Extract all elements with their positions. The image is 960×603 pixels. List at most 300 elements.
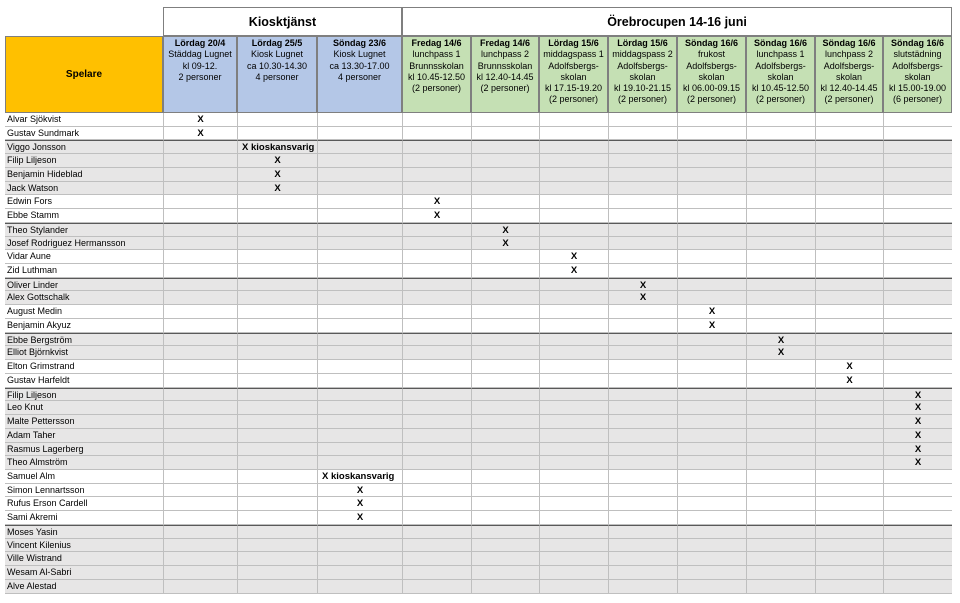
schedule-cell — [815, 511, 883, 525]
schedule-cell — [237, 401, 317, 415]
column-header-line: kl 09-12. — [182, 60, 218, 71]
schedule-cell — [883, 264, 952, 278]
schedule-cell — [677, 552, 746, 566]
schedule-cell — [237, 566, 317, 580]
schedule-cell — [883, 470, 952, 484]
schedule-cell — [402, 346, 471, 360]
schedule-cell — [815, 401, 883, 415]
schedule-cell — [163, 182, 237, 196]
schedule-cell — [471, 360, 539, 374]
schedule-cell — [163, 360, 237, 374]
assignment-mark: X — [237, 168, 317, 182]
schedule-cell — [608, 360, 677, 374]
schedule-cell — [815, 484, 883, 498]
column-header-title: Söndag 23/6 — [332, 38, 386, 48]
schedule-cell — [746, 360, 815, 374]
schedule-cell — [317, 223, 402, 237]
schedule-cell — [746, 264, 815, 278]
schedule-cell — [237, 552, 317, 566]
group-header-kiosk: Kiosktjänst — [163, 7, 402, 36]
column-header-line: Städdag Lugnet — [168, 49, 232, 60]
schedule-cell — [163, 264, 237, 278]
schedule-cell — [677, 443, 746, 457]
schedule-cell — [402, 388, 471, 402]
schedule-cell — [402, 291, 471, 305]
schedule-cell — [746, 511, 815, 525]
column-header-line: skolan — [904, 71, 931, 82]
schedule-cell — [608, 346, 677, 360]
column-header-5 — [471, 36, 539, 113]
schedule-cell — [539, 154, 608, 168]
schedule-cell — [237, 525, 317, 539]
schedule-cell — [402, 443, 471, 457]
schedule-cell — [677, 401, 746, 415]
schedule-cell — [163, 154, 237, 168]
column-header-line: kl 10.45-12.50 — [407, 71, 466, 82]
schedule-cell — [815, 209, 883, 223]
schedule-cell — [402, 511, 471, 525]
column-header-line: Adolfsbergs- — [755, 60, 806, 71]
schedule-cell — [237, 209, 317, 223]
column-header-line: slutstädning — [893, 49, 942, 60]
schedule-cell — [815, 443, 883, 457]
schedule-cell — [746, 415, 815, 429]
column-header-line: (2 personer) — [480, 83, 530, 94]
schedule-cell — [471, 250, 539, 264]
schedule-cell — [471, 456, 539, 470]
column-header-line: lunchpass 1 — [412, 49, 461, 60]
schedule-cell — [471, 484, 539, 498]
column-header-line: skolan — [767, 71, 794, 82]
schedule-cell — [471, 168, 539, 182]
schedule-cell — [471, 264, 539, 278]
schedule-cell — [237, 429, 317, 443]
schedule-cell — [402, 525, 471, 539]
schedule-cell — [402, 168, 471, 182]
schedule-cell — [677, 291, 746, 305]
column-header-line: lunchpass 2 — [480, 49, 530, 60]
schedule-cell — [539, 319, 608, 333]
schedule-cell — [317, 209, 402, 223]
schedule-cell — [237, 539, 317, 553]
schedule-cell — [677, 484, 746, 498]
column-header-line: 2 personer — [178, 71, 222, 82]
assignment-mark: X — [237, 182, 317, 196]
schedule-cell — [883, 237, 952, 251]
column-header-line: (2 personer) — [755, 94, 806, 105]
schedule-cell — [237, 195, 317, 209]
schedule-cell — [677, 264, 746, 278]
schedule-cell — [237, 388, 317, 402]
column-header-title: Söndag 16/6 — [822, 38, 876, 48]
schedule-cell — [746, 319, 815, 333]
schedule-cell — [317, 566, 402, 580]
schedule-cell — [163, 388, 237, 402]
column-header-line: skolan — [560, 71, 587, 82]
schedule-cell — [317, 264, 402, 278]
column-header-line: kl 06.00-09.15 — [682, 83, 741, 94]
column-header-title: Fredag 14/6 — [411, 38, 462, 48]
schedule-cell — [746, 291, 815, 305]
schedule-cell — [317, 154, 402, 168]
player-name: Gustav Sundmark — [5, 127, 163, 141]
player-name: Alvar Sjökvist — [5, 113, 163, 127]
player-name: Samuel Alm — [5, 470, 163, 484]
assignment-mark: X — [883, 401, 952, 415]
schedule-cell — [163, 195, 237, 209]
schedule-cell — [608, 305, 677, 319]
schedule-cell — [539, 401, 608, 415]
schedule-cell — [317, 140, 402, 154]
schedule-cell — [237, 484, 317, 498]
schedule-cell — [608, 525, 677, 539]
column-header-title: Söndag 16/6 — [890, 38, 944, 48]
player-name: Viggo Jonsson — [5, 140, 163, 154]
schedule-cell — [883, 497, 952, 511]
schedule-cell — [883, 291, 952, 305]
schedule-cell — [317, 415, 402, 429]
schedule-cell — [237, 113, 317, 127]
schedule-cell — [471, 333, 539, 347]
player-name: Vincent Kilenius — [5, 539, 163, 553]
schedule-cell — [677, 209, 746, 223]
schedule-cell — [746, 539, 815, 553]
schedule-cell — [746, 552, 815, 566]
schedule-cell — [677, 223, 746, 237]
schedule-cell — [539, 415, 608, 429]
schedule-cell — [677, 415, 746, 429]
column-header-title: Lördag 15/6 — [548, 38, 599, 48]
schedule-cell — [402, 566, 471, 580]
column-header-line: ca 10.30-14.30 — [246, 60, 308, 71]
schedule-cell — [746, 401, 815, 415]
schedule-cell — [237, 319, 317, 333]
schedule-cell — [539, 484, 608, 498]
schedule-cell — [539, 305, 608, 319]
schedule-cell — [746, 140, 815, 154]
schedule-cell — [317, 388, 402, 402]
schedule-cell — [815, 497, 883, 511]
schedule-cell — [317, 360, 402, 374]
column-header-line: frukost — [697, 49, 725, 60]
schedule-cell — [317, 429, 402, 443]
schedule-cell — [883, 305, 952, 319]
schedule-cell — [471, 154, 539, 168]
schedule-cell — [815, 278, 883, 292]
schedule-cell — [815, 223, 883, 237]
schedule-cell — [163, 443, 237, 457]
schedule-cell — [746, 388, 815, 402]
schedule-cell — [237, 374, 317, 388]
schedule-cell — [317, 278, 402, 292]
schedule-cell — [317, 113, 402, 127]
schedule-cell — [539, 429, 608, 443]
schedule-cell — [746, 127, 815, 141]
schedule-cell — [608, 223, 677, 237]
player-name: August Medin — [5, 305, 163, 319]
assignment-mark: X — [539, 264, 608, 278]
schedule-cell — [402, 580, 471, 594]
schedule-cell — [815, 539, 883, 553]
schedule-cell — [883, 278, 952, 292]
schedule-cell — [317, 525, 402, 539]
schedule-cell — [539, 470, 608, 484]
column-header-line: kl 12.40-14.45 — [476, 71, 534, 82]
schedule-cell — [402, 374, 471, 388]
column-header-line: Adolfsbergs- — [823, 60, 875, 71]
schedule-sheet — [5, 7, 952, 603]
schedule-cell — [317, 195, 402, 209]
schedule-cell — [317, 539, 402, 553]
schedule-cell — [237, 333, 317, 347]
schedule-cell — [608, 552, 677, 566]
schedule-cell — [163, 140, 237, 154]
player-name: Ebbe Bergström — [5, 333, 163, 347]
schedule-cell — [746, 154, 815, 168]
assignment-mark: X — [677, 305, 746, 319]
schedule-cell — [677, 154, 746, 168]
player-name: Elton Grimstrand — [5, 360, 163, 374]
column-header-line: middagspass 2 — [612, 49, 673, 60]
schedule-cell — [746, 182, 815, 196]
player-name: Filip Liljeson — [5, 388, 163, 402]
schedule-cell — [539, 195, 608, 209]
schedule-cell — [402, 401, 471, 415]
schedule-cell — [402, 484, 471, 498]
schedule-cell — [317, 250, 402, 264]
player-name: Elliot Björnkvist — [5, 346, 163, 360]
schedule-cell — [608, 264, 677, 278]
schedule-cell — [883, 346, 952, 360]
schedule-cell — [163, 566, 237, 580]
schedule-cell — [746, 374, 815, 388]
assignment-mark: X — [608, 278, 677, 292]
schedule-cell — [815, 182, 883, 196]
schedule-cell — [539, 346, 608, 360]
schedule-cell — [317, 168, 402, 182]
schedule-cell — [471, 182, 539, 196]
player-name: Alve Alestad — [5, 580, 163, 594]
schedule-cell — [746, 429, 815, 443]
schedule-cell — [539, 127, 608, 141]
schedule-cell — [402, 237, 471, 251]
schedule-cell — [539, 291, 608, 305]
schedule-cell — [883, 484, 952, 498]
schedule-cell — [608, 443, 677, 457]
schedule-cell — [883, 552, 952, 566]
schedule-cell — [163, 346, 237, 360]
assignment-mark: X — [471, 223, 539, 237]
schedule-cell — [608, 319, 677, 333]
player-name: Filip Liljeson — [5, 154, 163, 168]
assignment-mark: X — [883, 388, 952, 402]
column-header-line: Adolfsbergs- — [548, 60, 599, 71]
column-header-line: (2 personer) — [411, 83, 462, 94]
schedule-cell — [815, 566, 883, 580]
schedule-cell — [471, 195, 539, 209]
schedule-cell — [815, 140, 883, 154]
schedule-cell — [677, 250, 746, 264]
schedule-cell — [402, 319, 471, 333]
players-column-header: Spelare — [5, 36, 163, 113]
schedule-cell — [539, 552, 608, 566]
schedule-cell — [237, 497, 317, 511]
schedule-cell — [402, 113, 471, 127]
schedule-cell — [471, 415, 539, 429]
schedule-cell — [746, 113, 815, 127]
player-name: Rufus Erson Cardell — [5, 497, 163, 511]
schedule-cell — [402, 552, 471, 566]
schedule-cell — [402, 429, 471, 443]
schedule-cell — [815, 319, 883, 333]
schedule-cell — [677, 195, 746, 209]
assignment-mark: X — [317, 511, 402, 525]
schedule-cell — [402, 154, 471, 168]
schedule-cell — [471, 291, 539, 305]
schedule-cell — [883, 333, 952, 347]
schedule-cell — [539, 209, 608, 223]
column-header-line: Brunnsskolan — [409, 60, 464, 71]
schedule-cell — [608, 195, 677, 209]
column-header-line: Brunnsskolan — [477, 60, 533, 71]
player-name: Ebbe Stamm — [5, 209, 163, 223]
schedule-cell — [539, 360, 608, 374]
schedule-cell — [539, 497, 608, 511]
schedule-cell — [883, 127, 952, 141]
column-header-title: Söndag 16/6 — [753, 38, 807, 48]
schedule-cell — [539, 374, 608, 388]
assignment-mark: X — [317, 497, 402, 511]
player-name: Leo Knut — [5, 401, 163, 415]
schedule-cell — [608, 511, 677, 525]
schedule-cell — [402, 415, 471, 429]
schedule-cell — [317, 305, 402, 319]
schedule-cell — [608, 484, 677, 498]
column-header-line: Kiosk Lugnet — [333, 49, 386, 60]
schedule-cell — [317, 237, 402, 251]
schedule-cell — [163, 429, 237, 443]
schedule-cell — [746, 443, 815, 457]
schedule-cell — [237, 580, 317, 594]
schedule-cell — [317, 333, 402, 347]
schedule-cell — [163, 223, 237, 237]
schedule-cell — [815, 415, 883, 429]
schedule-cell — [163, 511, 237, 525]
column-header-line: Adolfsbergs- — [617, 60, 668, 71]
schedule-cell — [471, 388, 539, 402]
schedule-cell — [677, 497, 746, 511]
schedule-cell — [608, 470, 677, 484]
schedule-cell — [608, 250, 677, 264]
schedule-cell — [815, 525, 883, 539]
schedule-cell — [677, 360, 746, 374]
player-name: Simon Lennartsson — [5, 484, 163, 498]
schedule-cell — [883, 250, 952, 264]
assignment-mark: X — [883, 456, 952, 470]
schedule-cell — [677, 237, 746, 251]
column-header-line: (6 personer) — [892, 94, 943, 105]
assignment-mark: X — [746, 346, 815, 360]
schedule-cell — [883, 566, 952, 580]
schedule-cell — [471, 127, 539, 141]
schedule-cell — [883, 511, 952, 525]
schedule-cell — [163, 484, 237, 498]
assignment-mark: X — [163, 113, 237, 127]
schedule-cell — [471, 470, 539, 484]
schedule-cell — [677, 511, 746, 525]
schedule-cell — [471, 525, 539, 539]
schedule-cell — [608, 580, 677, 594]
column-header-line: Adolfsbergs- — [686, 60, 737, 71]
schedule-cell — [539, 237, 608, 251]
column-header-title: Lördag 25/5 — [251, 38, 303, 48]
column-header-line: 4 personer — [337, 71, 382, 82]
schedule-cell — [608, 415, 677, 429]
schedule-cell — [237, 415, 317, 429]
schedule-cell — [317, 291, 402, 305]
column-header-line: lunchpass 2 — [824, 49, 874, 60]
column-header-line: (2 personer) — [686, 94, 737, 105]
player-name: Theo Almström — [5, 456, 163, 470]
schedule-cell — [163, 278, 237, 292]
schedule-cell — [677, 429, 746, 443]
schedule-cell — [402, 470, 471, 484]
schedule-cell — [815, 127, 883, 141]
player-name: Theo Stylander — [5, 223, 163, 237]
schedule-cell — [746, 566, 815, 580]
schedule-cell — [163, 237, 237, 251]
schedule-cell — [539, 580, 608, 594]
column-header-9 — [746, 36, 815, 113]
schedule-cell — [471, 140, 539, 154]
schedule-cell — [883, 525, 952, 539]
schedule-cell — [163, 470, 237, 484]
player-name: Vidar Aune — [5, 250, 163, 264]
column-header-line: skolan — [835, 71, 862, 82]
schedule-cell — [815, 580, 883, 594]
assignment-mark: X — [883, 415, 952, 429]
column-header-line: Kiosk Lugnet — [250, 49, 304, 60]
schedule-cell — [237, 264, 317, 278]
player-name: Moses Yasin — [5, 525, 163, 539]
schedule-cell — [237, 291, 317, 305]
schedule-cell — [815, 429, 883, 443]
column-header-3 — [317, 36, 402, 113]
column-header-line: (2 personer) — [824, 94, 874, 105]
schedule-cell — [163, 525, 237, 539]
schedule-cell — [815, 305, 883, 319]
schedule-cell — [317, 552, 402, 566]
schedule-cell — [539, 168, 608, 182]
schedule-cell — [883, 539, 952, 553]
assignment-mark: X — [471, 237, 539, 251]
schedule-cell — [608, 333, 677, 347]
player-name: Josef Rodriguez Hermansson — [5, 237, 163, 251]
schedule-cell — [163, 168, 237, 182]
schedule-cell — [677, 278, 746, 292]
schedule-cell — [471, 278, 539, 292]
assignment-mark: X — [677, 319, 746, 333]
schedule-cell — [815, 195, 883, 209]
player-name: Sami Akremi — [5, 511, 163, 525]
schedule-cell — [402, 127, 471, 141]
schedule-cell — [746, 223, 815, 237]
schedule-cell — [163, 291, 237, 305]
schedule-cell — [539, 443, 608, 457]
schedule-cell — [237, 278, 317, 292]
schedule-cell — [471, 580, 539, 594]
player-name: Adam Taher — [5, 429, 163, 443]
